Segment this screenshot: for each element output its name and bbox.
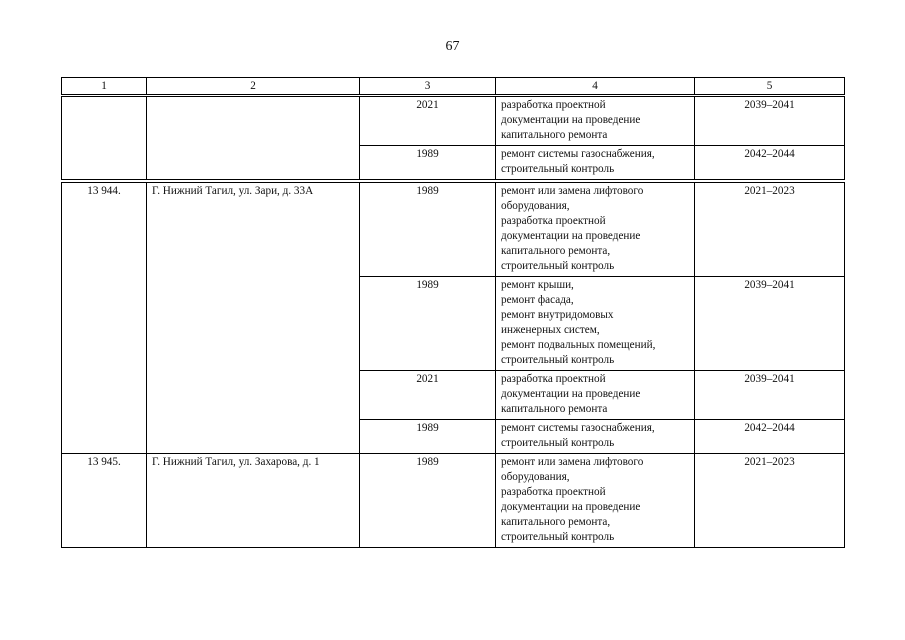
work-description xyxy=(496,420,695,454)
work-line: ремонт системы газоснабжения, xyxy=(501,148,655,160)
column-header-3: 3 xyxy=(360,78,496,95)
column-header-2: 2 xyxy=(147,78,360,95)
build-year: 2021 xyxy=(360,371,496,420)
entry-number: 13 945. xyxy=(62,454,147,548)
work-period: 2021–2023 xyxy=(695,183,845,277)
build-year: 1989 xyxy=(360,420,496,454)
work-description xyxy=(496,97,695,146)
work-line: документации на проведение xyxy=(501,388,641,400)
work-period: 2042–2044 xyxy=(695,420,845,454)
column-header-5: 5 xyxy=(695,78,845,95)
work-line: ремонт подвальных помещений, xyxy=(501,339,656,351)
work-description xyxy=(496,454,695,548)
entry-number: 13 944. xyxy=(62,183,147,454)
work-line: разработка проектной xyxy=(501,99,606,111)
work-period: 2021–2023 xyxy=(695,454,845,548)
work-line: оборудования, xyxy=(501,471,570,483)
build-year: 1989 xyxy=(360,454,496,548)
entry-address: Г. Нижний Тагил, ул. Зари, д. 33А xyxy=(147,183,360,454)
work-line: ремонт фасада, xyxy=(501,294,574,306)
work-line: ремонт системы газоснабжения, xyxy=(501,422,655,434)
column-header-row xyxy=(62,78,845,95)
work-line: ремонт или замена лифтового xyxy=(501,456,644,468)
work-line: ремонт крыши, xyxy=(501,279,574,291)
work-period: 2039–2041 xyxy=(695,97,845,146)
entry-address xyxy=(147,97,360,180)
page-number: 67 xyxy=(445,39,460,54)
work-line: капитального ремонта xyxy=(501,403,608,415)
work-line: оборудования, xyxy=(501,200,570,212)
table-row xyxy=(62,183,845,277)
work-line: разработка проектной xyxy=(501,486,606,498)
table-header xyxy=(61,77,845,95)
register-body xyxy=(62,97,845,548)
work-line: ремонт внутридомовых xyxy=(501,309,614,321)
work-line: капитального ремонта, xyxy=(501,245,611,257)
work-line: разработка проектной xyxy=(501,373,606,385)
work-line: строительный контроль xyxy=(501,260,615,272)
work-line: ремонт или замена лифтового xyxy=(501,185,644,197)
work-description xyxy=(496,146,695,180)
work-line: документации на проведение xyxy=(501,501,641,513)
work-description xyxy=(496,277,695,371)
work-line: строительный контроль xyxy=(501,437,615,449)
column-header-1: 1 xyxy=(62,78,147,95)
work-line: строительный контроль xyxy=(501,531,615,543)
build-year: 1989 xyxy=(360,277,496,371)
build-year: 2021 xyxy=(360,97,496,146)
work-line: документации на проведение xyxy=(501,230,641,242)
work-line: строительный контроль xyxy=(501,163,615,175)
work-description xyxy=(496,371,695,420)
entry-address: Г. Нижний Тагил, ул. Захарова, д. 1 xyxy=(147,454,360,548)
work-line: капитального ремонта xyxy=(501,129,608,141)
work-period: 2042–2044 xyxy=(695,146,845,180)
work-line: строительный контроль xyxy=(501,354,615,366)
work-period: 2039–2041 xyxy=(695,371,845,420)
table-row xyxy=(62,454,845,548)
work-line: документации на проведение xyxy=(501,114,641,126)
work-line: капитального ремонта, xyxy=(501,516,611,528)
work-line: разработка проектной xyxy=(501,215,606,227)
work-period: 2039–2041 xyxy=(695,277,845,371)
build-year: 1989 xyxy=(360,183,496,277)
entry-number xyxy=(62,97,147,180)
table-row xyxy=(62,97,845,146)
build-year: 1989 xyxy=(360,146,496,180)
column-header-4: 4 xyxy=(496,78,695,95)
register-table xyxy=(61,96,845,548)
work-description xyxy=(496,183,695,277)
work-line: инженерных систем, xyxy=(501,324,600,336)
